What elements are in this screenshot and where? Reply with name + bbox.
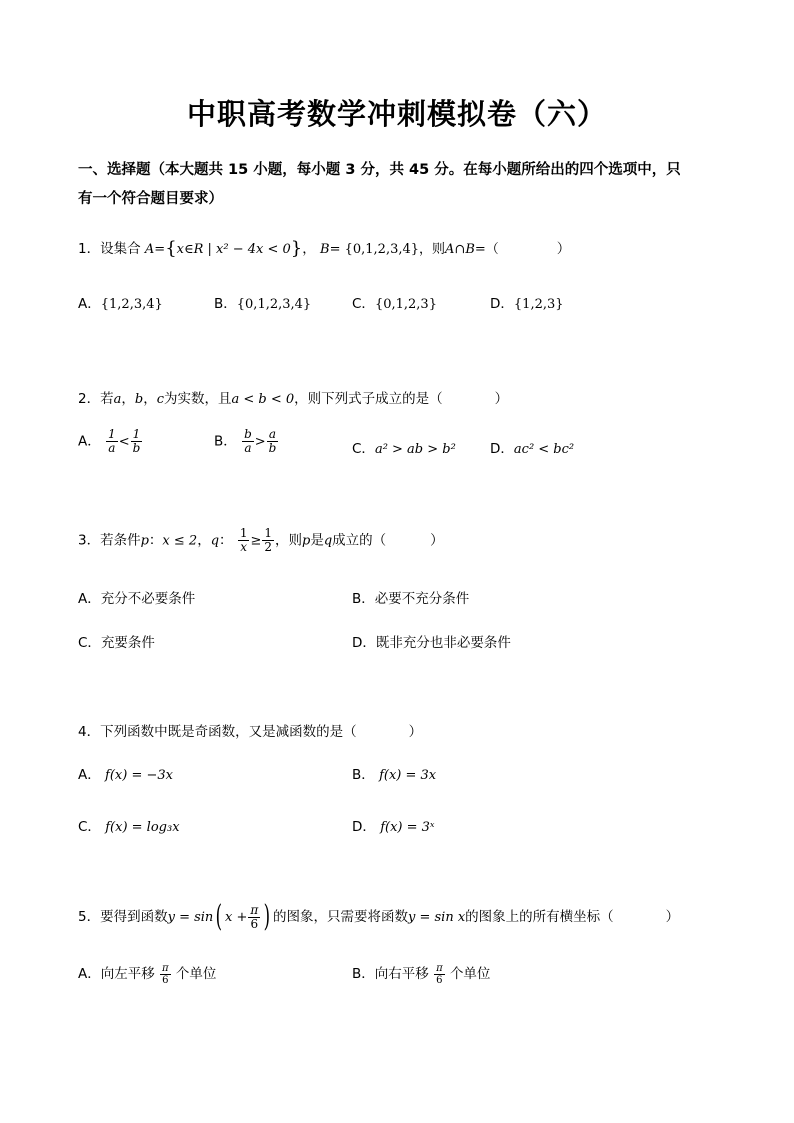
q2-option-a: A． $\frac{1}{a}$ < $\frac{1}{b}$	[78, 427, 141, 455]
q1-option-c: C．{0,1,2,3}	[352, 296, 437, 312]
question-1-stem: 1．设集合 A={x∈R | x² − 4x < 0}， B= {0,1,2,3,4}，则A∩B=（ ）	[78, 238, 571, 259]
q1-option-b: B．{0,1,2,3,4}	[214, 296, 312, 312]
q5-option-a: A．向左平移 $\frac{\pi}{6}$ 个单位	[78, 962, 217, 986]
q1-option-a: A．{1,2,3,4}	[78, 296, 163, 312]
question-2-stem: 2．若a，b，c为实数，且a < b < 0，则下列式子成立的是（ ）	[78, 391, 509, 407]
question-4-stem: 4．下列函数中既是奇函数，又是减函数的是（ ）	[78, 724, 423, 740]
section-heading-line1: 一、选择题（本大题共 15 小题，每小题 3 分，共 45 分。在每小题所给出的四个选项中，只	[78, 162, 681, 178]
q4-option-a: A． f(x) = −3x	[78, 767, 173, 783]
page-title: 中职高考数学冲刺模拟卷（六）	[186, 97, 607, 131]
q2-option-c: C．a² > ab > b²	[352, 441, 456, 457]
question-5-stem: 5．要得到函数y = sin( x + $\frac{\pi}{6}$ ) 的图象，只需要将函数y = sin x的图象上的所有横坐标（ ）	[78, 899, 680, 934]
q2-option-d: D．ac² < bc²	[490, 441, 575, 457]
q3-option-d: D．既非充分也非必要条件	[352, 635, 511, 651]
q4-option-c: C． f(x) = log₃x	[78, 819, 180, 835]
q3-option-b: B．必要不充分条件	[352, 591, 470, 607]
q5-option-b: B．向右平移 $\frac{\pi}{6}$ 个单位	[352, 962, 491, 986]
q3-option-a: A．充分不必要条件	[78, 591, 196, 607]
q2-option-b: B． $\frac{b}{a}$ > $\frac{a}{b}$	[214, 427, 277, 455]
question-3-stem: 3．若条件p：x ≤ 2，q： $\frac{1}{x}$ ≥ $\frac{1}{2}$ ，则p是q成立的（ ）	[78, 526, 444, 554]
q1-option-d: D．{1,2,3}	[490, 296, 564, 312]
q4-option-b: B． f(x) = 3x	[352, 767, 437, 783]
q3-option-c: C．充要条件	[78, 635, 155, 651]
q4-option-d: D． f(x) = 3ˣ	[352, 819, 435, 835]
section-heading-line2: 有一个符合题目要求）	[78, 191, 223, 207]
